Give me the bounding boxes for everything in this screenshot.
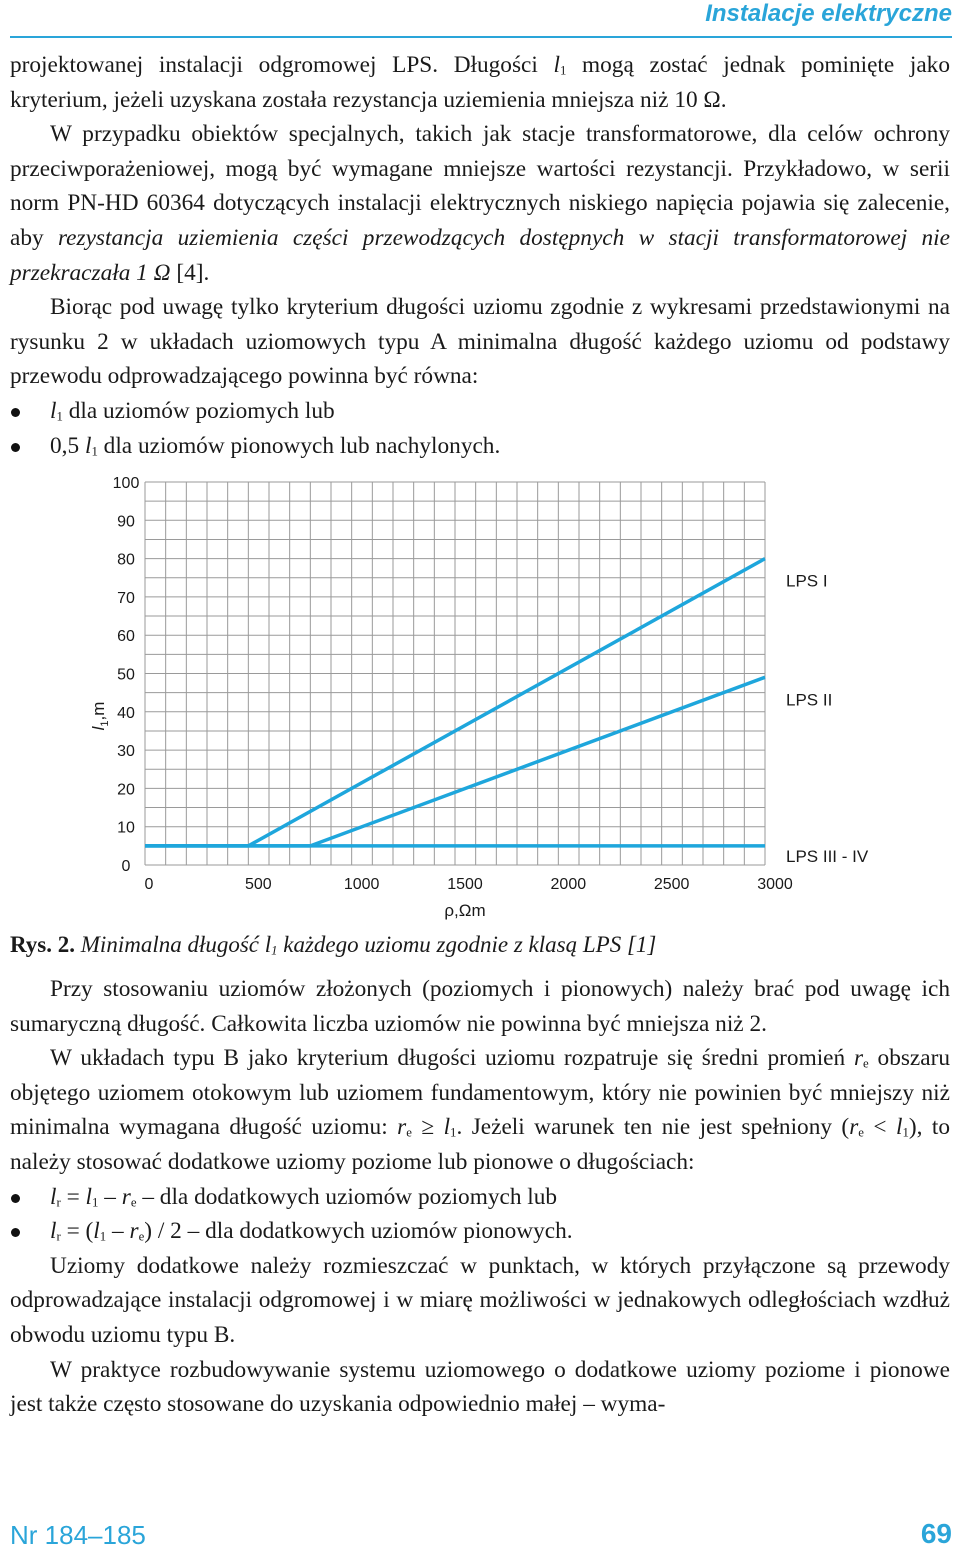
bullet-a-1-var: l: [50, 397, 57, 424]
x-tick-label: 1500: [447, 876, 483, 893]
x-tick-label: 2500: [653, 876, 690, 893]
bullet-a-2-sub: 1: [91, 444, 98, 459]
paragraph-1-text-a: projektowanej instalacji odgromowej LPS. Długości: [10, 52, 554, 78]
caption-text-a: Minimalna długość: [75, 932, 265, 957]
paragraph-2: [10, 117, 950, 290]
y-tick-label: 50: [117, 666, 135, 684]
eq: =: [60, 1183, 86, 1210]
re-var-4: r: [121, 1183, 131, 1210]
ge-sign: ≥: [411, 1114, 444, 1141]
paragraph-2-end: [4].: [170, 259, 210, 286]
l1-sub-5: 1: [99, 1229, 107, 1244]
paragraph-6: Uziomy dodatkowe należy rozmieszczać w punktach, w których przyłączone są przewody odprowadzające instalacji odgromowej i w miarę możliwości w jednakowych odległościach wzdłuż obwodu uziomu typu B.: [10, 1252, 950, 1348]
paragraph-7: W praktyce rozbudowywanie systemu uziomowego o dodatkowe uziomy poziome i pionowe jest także często stosowane do uzyskania odpowiednio małej – wyma-: [10, 1356, 950, 1418]
text-bottom: [10, 972, 950, 1422]
lr-var-2: l: [50, 1218, 57, 1245]
y-tick-label: 100: [112, 475, 140, 492]
lr-var: l: [50, 1183, 57, 1210]
bullet-b-1-post: – dla dodatkowych uziomów poziomych lub: [136, 1183, 558, 1210]
paragraph-1-text-b: mogą zostać jednak pominięte jako kryterium, jeżeli uzyskana została rezystancja uziemienia mniejsza niż 10 Ω.: [10, 52, 950, 113]
re-sub-4: e: [130, 1195, 137, 1210]
caption-sub: 1: [271, 943, 278, 958]
paragraph-2-text: W przypadku obiektów specjalnych, takich jak stacje transformatorowe, dla celów ochrony przeciwporażeniowej, mogą być wymagane mniejsze wartości rezystancji. Przykładowo, w serii norm PN-HD 60364 dotyczących instalacji elektrycznych niskiego napięcia pojawia się zalecenie, aby: [10, 121, 950, 251]
header-rule: [10, 36, 952, 38]
paragraph-5: [10, 1041, 950, 1179]
minus: –: [98, 1183, 122, 1210]
x-tick-label: 500: [244, 876, 272, 893]
y-axis-label: $l_1,m$: [89, 701, 111, 731]
y-tick-label: 90: [117, 513, 135, 531]
re-sub-5: e: [138, 1229, 145, 1244]
re-var-5: r: [129, 1218, 139, 1245]
p5-d: ), to należy stosować dodatkowe uziomy poziome lub pionowe o długościach:: [10, 1114, 951, 1175]
bullet-b-1: [10, 1180, 950, 1215]
bullet-a-2-var: l: [84, 432, 92, 459]
l1-var-4: l: [85, 1183, 93, 1210]
series-label: LPS I: [786, 571, 828, 591]
p5-b: obszaru objętego uziomem otokowym lub uziomem fundamentowym, który nie powinien być mniejszy niż minimalna wymagana długość uziomu:: [10, 1045, 950, 1141]
bullet-a-1: [10, 394, 950, 429]
paragraph-3: Biorąc pod uwagę tylko kryterium długości uziomu zgodnie z wykresami przedstawionymi na rysunku 2 w układach uziomowych typu A minimalna długość każdego uziomu od podstawy przewodu odprowadzającego powinna być równa:: [10, 294, 950, 390]
paragraph-2-italic: rezystancja uziemienia części przewodzących dostępnych w stacji transformatorowej nie przekraczała 1 Ω: [10, 224, 950, 286]
p5-a: W układach typu B jako kryterium długości uziomu rozpatruje się średni promień: [50, 1045, 854, 1072]
l1-sub: 1: [559, 63, 567, 78]
y-tick-label: 70: [117, 589, 135, 607]
x-tick-label: 1000: [343, 876, 380, 893]
minus-2: –: [106, 1218, 130, 1245]
bullet-a-1-sub: 1: [56, 409, 63, 424]
re-var: r: [853, 1045, 864, 1072]
series-labels: [786, 572, 869, 866]
l1-var: l: [553, 52, 560, 78]
bullet-a-2: [10, 429, 950, 464]
y-tick-label: 10: [117, 819, 135, 837]
x-tick-label: 0: [144, 876, 154, 893]
l1-sub-2: 1: [450, 1125, 457, 1140]
re-var-3: r: [849, 1114, 859, 1141]
y-tick-label: 20: [117, 781, 135, 799]
p5-c: . Jeżeli warunek ten nie jest spełniony (: [456, 1114, 850, 1141]
section-title: Instalacje elektryczne: [705, 0, 952, 27]
lr-sub-2: r: [56, 1229, 61, 1244]
y-tick-label: 40: [117, 704, 135, 722]
re-var-2: r: [397, 1114, 407, 1141]
re-sub-2: e: [406, 1125, 412, 1140]
series-label: LPS III - IV: [786, 846, 869, 866]
paragraph-4: Przy stosowaniu uziomów złożonych (poziomych i pionowych) należy brać pod uwagę ich sumaryczną długość. Całkowita liczba uziomów nie powinna być mniejsza niż 2.: [10, 976, 950, 1037]
l1-var-5: l: [93, 1218, 100, 1245]
lt-sign: <: [863, 1114, 896, 1141]
bullet-a-1-post: dla uziomów poziomych lub: [62, 397, 335, 424]
chart-grid: [145, 482, 765, 865]
figure-caption: [10, 932, 656, 958]
lr-sub: r: [56, 1195, 61, 1210]
l1-sub-4: 1: [92, 1195, 99, 1210]
l1-sub-3: 1: [902, 1125, 909, 1140]
paragraph-1: [10, 48, 950, 117]
series-label: LPS II: [786, 690, 833, 710]
y-tick-label: 80: [117, 551, 135, 569]
y-tick-label: 30: [117, 743, 135, 761]
bullet-b-2-post: ) / 2 – dla dodatkowych uziomów pionowych.: [144, 1218, 573, 1245]
y-tick-label: 0: [121, 858, 131, 875]
bullet-a-2-post: dla uziomów pionowych lub nachylonych.: [97, 432, 501, 459]
y-tick-labels: [113, 475, 140, 875]
caption-label: Rys. 2.: [10, 932, 76, 957]
l1-var-2: l: [443, 1114, 451, 1141]
l1-var-3: l: [895, 1114, 903, 1141]
bullet-b-2: [10, 1214, 950, 1249]
re-sub: e: [863, 1056, 869, 1071]
x-tick-label: 3000: [757, 876, 793, 893]
y-tick-label: 60: [117, 628, 135, 646]
caption-text-b: każdego uziomu zgodnie z klasą LPS [1]: [277, 932, 657, 957]
x-axis-label: ρ,Ωm: [444, 901, 486, 920]
x-tick-label: 2000: [550, 876, 587, 893]
length-chart: [0, 460, 960, 930]
caption-var: l: [264, 932, 272, 957]
text-top: [10, 48, 950, 463]
page-number: 69: [920, 1518, 952, 1549]
re-sub-3: e: [858, 1125, 864, 1140]
issue-number: Nr 184–185: [10, 1520, 146, 1550]
x-tick-labels: [145, 876, 793, 893]
bullet-a-2-pre: 0,5: [50, 432, 85, 459]
eq-2: = (: [60, 1218, 94, 1245]
